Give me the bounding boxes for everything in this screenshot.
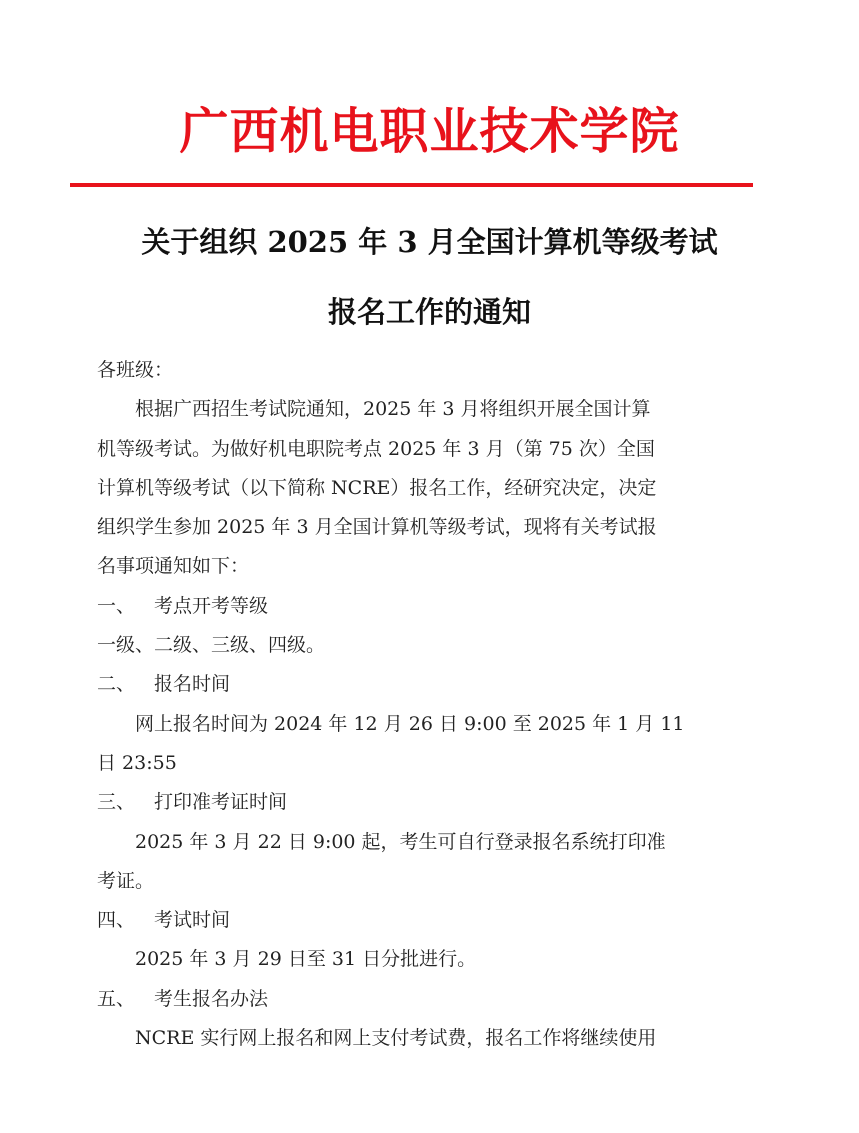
section-text: 2025 年 3 月 29 日至 31 日分批进行。 [135,948,477,971]
section-title: 考生报名办法 [154,987,269,1010]
organization-header: 广西机电职业技术学院 [179,103,680,160]
section-line: 网上报名时间为 2024 年 12 月 26 日 9:00 至 2025 年 1 月 11 [135,712,685,735]
section-line: 考证。 [97,869,155,892]
document-title-line-2: 报名工作的通知 [327,295,531,329]
intro-paragraph [97,390,759,586]
intro-line: 名事项通知如下： [97,555,250,578]
section-line: 2025 年 3 月 22 日 9:00 起，考生可自行登录报名系统打印准 [135,830,666,853]
intro-line: 组织学生参加 2025 年 3 月全国计算机等级考试，现将有关考试报 [97,516,657,539]
section-heading [97,980,759,1019]
section-text: NCRE 实行网上报名和网上支付考试费，报名工作将继续使用 [135,1027,657,1050]
intro-line: 机等级考试。为做好机电职院考点 2025 年 3 月（第 75 次）全国 [97,437,655,460]
section-number: 三、 [97,791,136,814]
intro-line: 计算机等级考试（以下简称 NCRE）报名工作，经研究决定，决定 [97,476,657,499]
section-heading [97,665,759,704]
section-heading [97,901,759,940]
intro-line: 根据广西招生考试院通知，2025 年 3 月将组织开展全国计算 [135,398,651,421]
section-number: 四、 [97,909,136,932]
section-text: 一级、二级、三级、四级。 [97,634,326,657]
section-text [97,705,759,784]
section-number: 一、 [97,594,136,617]
section-number: 五、 [97,987,136,1010]
document-body [97,351,759,1058]
section-heading [97,783,759,822]
section-title: 报名时间 [154,673,231,696]
section-title: 考点开考等级 [154,594,269,617]
section-line: 日 23:55 [97,751,177,774]
section-title: 考试时间 [154,909,231,932]
salutation: 各班级： [97,359,174,381]
red-divider-line [70,183,753,187]
section-text [97,823,759,902]
section-heading [97,587,759,626]
document-title-line-1: 关于组织 2025 年 3 月全国计算机等级考试 [141,225,718,259]
section-number: 二、 [97,673,136,696]
section-title: 打印准考证时间 [154,791,288,814]
